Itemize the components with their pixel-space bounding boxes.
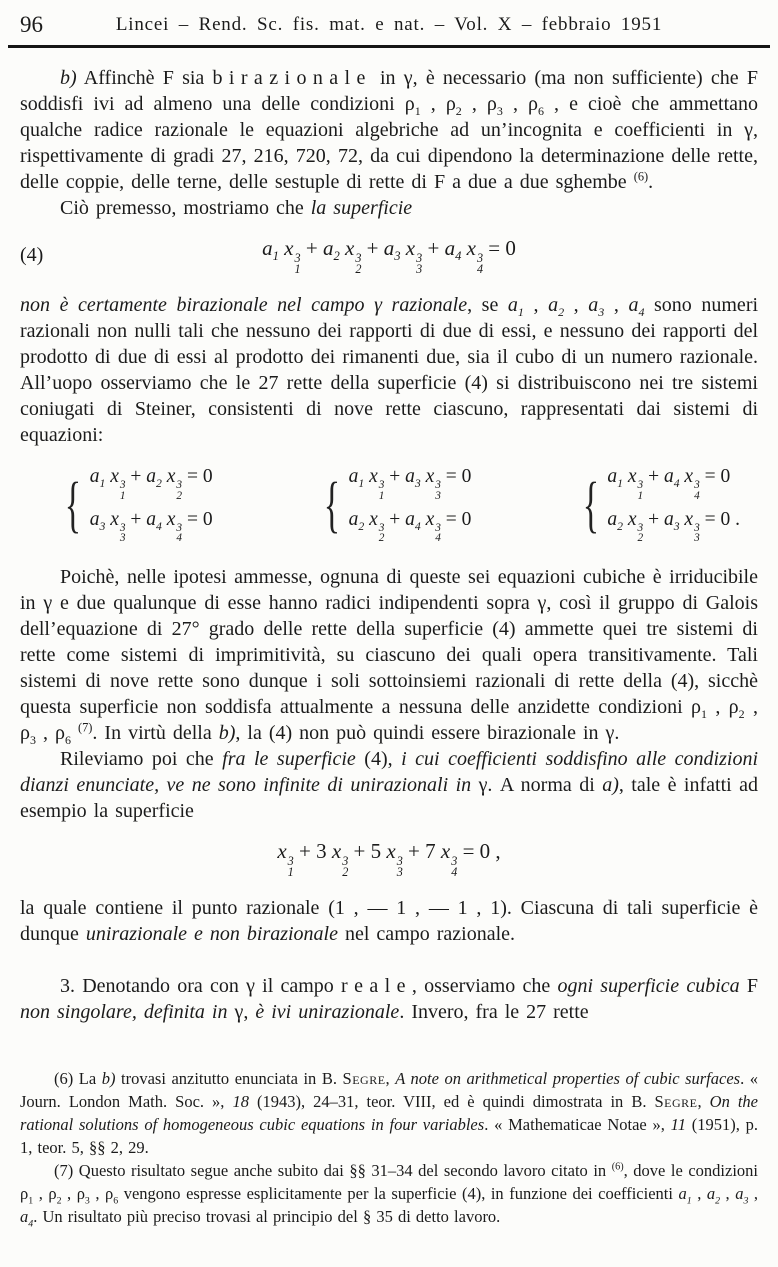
steiner-systems xyxy=(20,466,758,544)
equation-4 xyxy=(20,236,758,276)
footnote-7: (7) Questo risultato segue anche subito dai §§ 31–34 del secondo lavoro citato in $^{(6)}$, dove le condizioni $\rho_1$ , $\rho_2$ , $\rho_3$ , $\rho_6$ vengono espresse esplicitamente per la superficie (4), in funzione dei coefficienti $a_1$ , $a_2$ , $a_3$ , $a_4$. Un risultato più preciso trovasi al principio del § 35 di detto lavoro. xyxy=(20,1161,759,1230)
header-rule xyxy=(8,45,770,48)
equation-system-1 xyxy=(58,466,213,544)
footnote-6: (6) La b) trovasi anzitutto enunciata in B. Segre, A note on arithmetical properties of cubic surfaces. « Journ. London Math. Soc. », 18 (1943), 24–31, teor. VIII, ed è quindi dimostrata in B. Segre, On the rational solutions of homogeneous cubic equations in four variables. « Mathematicae Notae », 11 (1951), p. 1, teor. 5, §§ 2, 29. xyxy=(20,1069,759,1158)
system-3-line-2: $a_2$ x 3 2 + $a_3$ x 3 3 = 0 . xyxy=(607,508,740,545)
paragraph-not-birational: non è certamente birazionale nel campo γ razionale, se $a_1$ , $a_2$ , $a_3$ , $a_4$ sono numeri razionali non nulli tali che nessuno dei rapporti di due di essi, e nessuno dei rapporti del prodotto di due di essi al prodotto dei rimanenti due, sia il cubo di un numero razionale. All’uopo osserviamo che le 27 rette della superficie (4) si distribuiscono nei tre sistemi coniugati di Steiner, consistenti di nove rette ciascuno, rappresentati dai sistemi di equazioni: xyxy=(20,293,759,446)
paragraph-galois: Poichè, nelle ipotesi ammesse, ognuna di queste sei equazioni cubiche è irriducibile in γ e due qualunque di esse hanno radici indipendenti sopra γ, così il gruppo di Galois dell’equazione di 27° grado delle rette della superficie (4) ammette quei tre sistemi di rette come sistemi di imprimitività, su ciascuno dei quali opera transitivamente. Tali sistemi di nove rette sono dunque i soli sottoinsiemi razionali di rette della (4), sicchè questa superficie non soddisfa attualmente a nessuna delle anzidette condizioni $\rho_1$ , $\rho_2$ , $\rho_3$ , $\rho_6$ $^{(7)}$. In virtù della b), la (4) non può quindi essere birazionale in γ. xyxy=(20,566,758,748)
brace-icon: { xyxy=(323,471,340,540)
journal-header-title: Lincei – Rend. Sc. fis. mat. e nat. – Vol. X – febbraio 1951 xyxy=(115,14,663,35)
system-3-line-1: $a_1$ x 3 1 + $a_4$ x 3 4 = 0 xyxy=(607,465,731,502)
brace-icon: { xyxy=(582,471,599,540)
system-1-line-2: $a_3$ x 3 3 + $a_4$ x 3 4 = 0 xyxy=(89,508,213,545)
equation-4-formula: $a_1$ x 3 1 + $a_2$ x 3 2 + $a_3$ x 3 3 + $a_4$ x 3 4 = 0 xyxy=(262,236,516,277)
system-2-line-2: $a_2$ x 3 2 + $a_4$ x 3 4 = 0 xyxy=(348,508,472,545)
system-2-equations xyxy=(349,466,472,544)
system-1-line-1: $a_1$ x 3 1 + $a_2$ x 3 2 = 0 xyxy=(89,465,213,502)
page-header xyxy=(20,10,758,42)
paragraph-rational-point: la quale contiene il punto razionale (1 , — 1 , — 1 , 1). Ciascuna di tali superficie è dunque unirazionale e non birazionale nel campo razionale. xyxy=(20,897,758,946)
system-2-line-1: $a_1$ x 3 1 + $a_3$ x 3 3 = 0 xyxy=(348,465,472,502)
equation-system-2 xyxy=(317,466,472,544)
equation-example-formula: x 3 1 + 3 x 3 2 + 5 x 3 3 + 7 x 3 4 = 0 , xyxy=(277,839,501,880)
paragraph-unirational: Rileviamo poi che fra le superficie (4), i cui coefficienti soddisfino alle condizioni dianzi enunciate, ve ne sono infinite di unirazionali in γ. A norma di a), tale è infatti ad esempio la superficie xyxy=(20,748,759,823)
paragraph-condition-b: b) Affinchè F sia birazionale in γ, è necessario (ma non sufficiente) che F soddisfi ivi ad almeno una delle condizioni $\rho_1$ , $\rho_2$ , $\rho_3$ , $\rho_6$ , e cioè che ammettano qualche radice razionale le equazioni algebriche ad un’incognita e coefficienti in γ, rispettivamente di gradi 27, 216, 720, 72, da cui dipendono la determinazione delle rette, delle coppie, delle terne, delle sestuple di rette di F a due a due sghembe $^{(6)}$. xyxy=(20,67,759,193)
equation-system-3 xyxy=(576,466,740,544)
system-3-equations xyxy=(607,466,740,544)
equation-4-label: (4) xyxy=(20,244,44,267)
page-number: 96 xyxy=(20,12,43,37)
article-body xyxy=(20,65,758,1025)
paragraph-section-3: 3. Denotando ora con γ il campo reale, osserviamo che ogni superficie cubica F non singolare, definita in γ, è ivi unirazionale. Invero, fra le 27 rette xyxy=(20,975,759,1024)
footnotes-block xyxy=(20,1067,758,1228)
equation-example xyxy=(20,839,758,879)
paragraph-premise: Ciò premesso, mostriamo che la superficie xyxy=(60,197,413,219)
brace-icon: { xyxy=(64,471,82,540)
system-1-equations xyxy=(90,466,213,544)
